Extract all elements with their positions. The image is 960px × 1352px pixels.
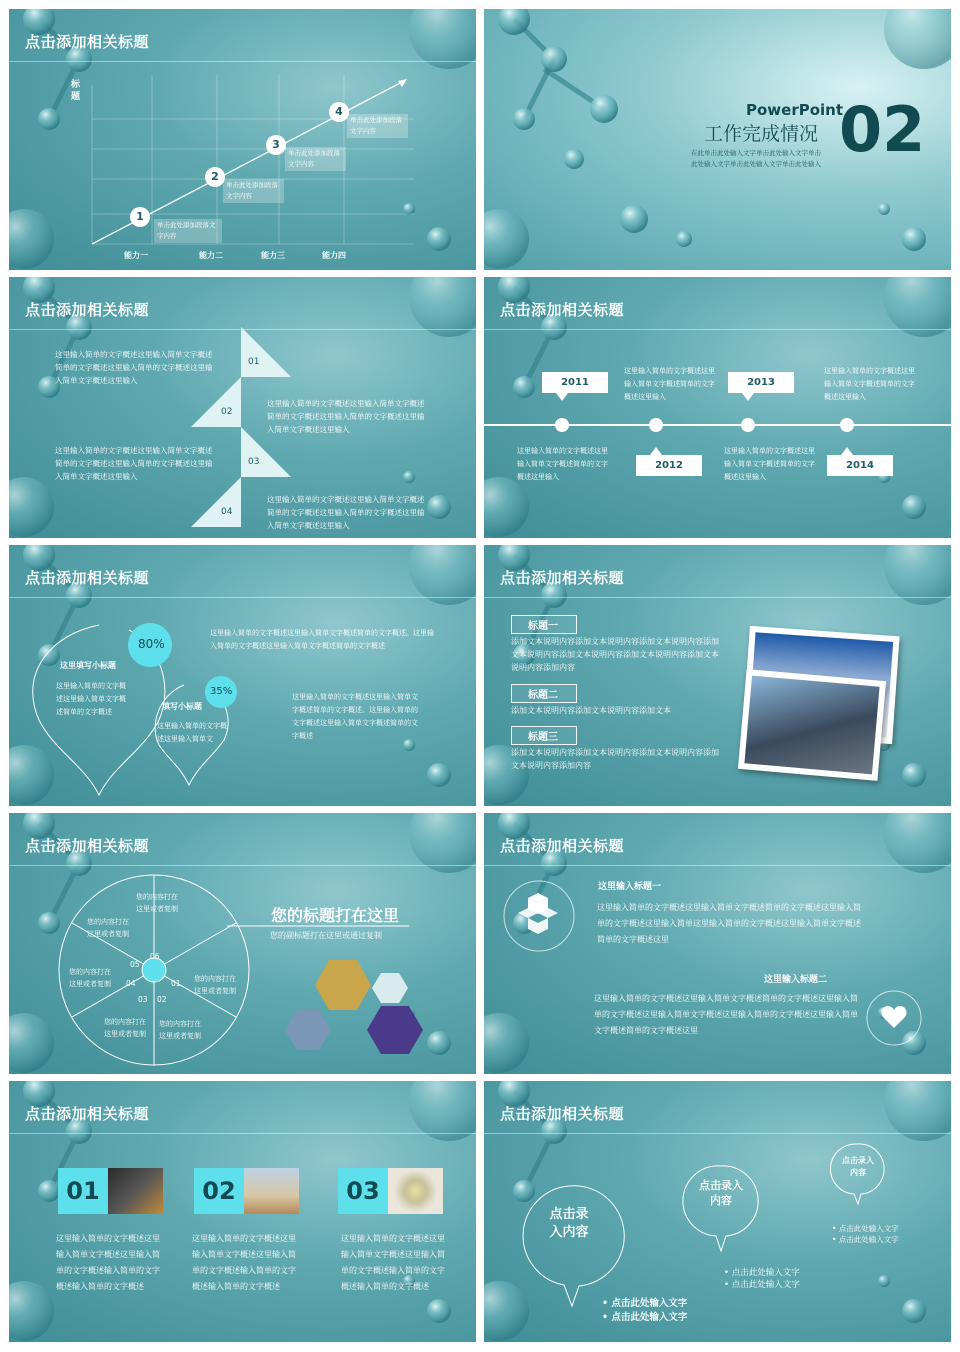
bubble-text: 点击录入内容 — [549, 1207, 589, 1240]
percent-label: 80% — [138, 637, 165, 651]
y-axis-label: 标题 — [71, 80, 81, 102]
slide-title: 点击添加相关标题 — [500, 301, 625, 319]
bullet-item: • 点击此处输入文字 — [832, 1224, 899, 1233]
bullet-item: • 点击此处输入文字 — [724, 1268, 800, 1278]
timeline-text: 这里输入简单的文字概述这里输入简单文字概述简单的文字概述这里输入 — [824, 367, 915, 401]
item-text: 这里输入简单的文字概述这里输入简单文字概述简单的文字概述这里输入简单的文字概述这里输入简单文字概述这里输入简单的文字概述这里输入简单文字概述简单的文字概述这里 — [594, 994, 858, 1035]
segment-number: 04 — [126, 979, 136, 988]
step-number: 04 — [221, 507, 233, 517]
slide-title: 点击添加相关标题 — [500, 837, 625, 855]
slide-1[interactable] — [9, 9, 476, 270]
slide-title: 点击添加相关标题 — [25, 1105, 150, 1123]
x-axis-label: 能力一 — [124, 251, 148, 260]
title-rule — [484, 597, 951, 598]
sub-heading: 您的副标题打在这里或通过复制 — [270, 931, 382, 940]
segment-text: 您的内容打在这里或者复制 — [87, 918, 129, 938]
slide-6[interactable] — [484, 545, 951, 806]
step-text: 这里输入简单的文字概述这里输入简单文字概述简单的文字概述这里输入简单的文字概述这里输入简单文字概述这里输入 — [55, 446, 213, 481]
heading-tag: 标题一 — [511, 615, 577, 634]
step-text: 单击此处添加段落文字内容 — [154, 219, 222, 243]
number-box: 02 — [194, 1168, 244, 1214]
number-box: 01 — [58, 1168, 108, 1214]
slide-title: 点击添加相关标题 — [25, 837, 150, 855]
drop-text: 这里输入简单的文字概述这里输入简单文字概述简单的文字概述 — [56, 682, 126, 716]
step-number: 4 — [329, 102, 349, 122]
section-desc: 在此单击此处输入文字单击此处输入文字单击 — [691, 149, 821, 157]
segment-number: 06 — [150, 952, 160, 961]
item-text: 这里输入简单的文字概述这里输入简单文字概述简单的文字概述这里输入简单的文字概述这里输入简单这里输入简单的文字概述这里输入简单文字概述简单的文字概述这里 — [597, 903, 861, 944]
bubble-text: 点击录入内容 — [842, 1156, 874, 1177]
segment-text: 您的内容打在这里或者复制 — [194, 975, 236, 995]
body-text: 添加文本说明内容添加文本说明内容添加文本说明内容添加文本说明内容添加文本说明内容添加文本说明内容添加文本说明内容添加内容 — [511, 637, 719, 672]
main-heading: 您的标题打在这里 — [271, 906, 400, 925]
segment-text: 您的内容打在这里或者复制 — [159, 1020, 201, 1040]
slide-title: 点击添加相关标题 — [25, 301, 150, 319]
heading-tag: 标题三 — [511, 726, 577, 745]
drop-shapes — [9, 545, 476, 806]
slide-3[interactable] — [9, 277, 476, 538]
brand-label: PowerPoint — [746, 101, 844, 119]
drop-text: 这里输入简单的文字概述这里输入简单文 — [157, 722, 227, 743]
section-title: 工作完成情况 — [704, 123, 819, 145]
step-number: 02 — [221, 407, 233, 417]
body-text: 这里输入简单的文字概述这里输入简单文字概述简单的文字概述。这里输入简单的文字概述这里输入简单文字概述简单的文字概述 — [210, 629, 434, 650]
heading-tag: 标题二 — [511, 684, 577, 703]
bullet-item: • 点击此处输入文字 — [602, 1312, 688, 1323]
slide-7[interactable] — [9, 813, 476, 1074]
bullet-item: • 点击此处输入文字 — [832, 1235, 899, 1244]
segment-number: 03 — [138, 995, 148, 1004]
photo-thumb — [388, 1168, 443, 1214]
step-number: 3 — [266, 135, 286, 155]
sub-heading: 这里填写小标题 — [60, 661, 116, 670]
x-axis-label: 能力四 — [322, 251, 346, 260]
timeline-text: 这里输入简单的文字概述这里输入简单文字概述简单的文字概述这里输入 — [724, 447, 815, 481]
year-box: 2012 — [636, 455, 702, 476]
step-text: 单击此处添加段落文字内容 — [347, 114, 408, 138]
x-axis-label: 能力三 — [261, 251, 285, 260]
step-text: 这里输入简单的文字概述这里输入简单文字概述简单的文字概述这里输入简单的文字概述这里输入简单文字概述这里输入 — [267, 399, 425, 434]
step-number: 03 — [248, 457, 260, 467]
segment-number: 01 — [171, 979, 181, 988]
timeline — [484, 277, 951, 538]
heart-icon — [881, 1006, 906, 1028]
sub-heading: 填写小标题 — [162, 702, 202, 711]
timeline-text: 这里输入简单的文字概述这里输入简单文字概述简单的文字概述这里输入 — [624, 367, 715, 401]
item-title: 这里输入标题二 — [764, 975, 828, 985]
slide-4[interactable] — [484, 277, 951, 538]
segment-text: 您的内容打在这里或者复制 — [104, 1018, 146, 1038]
photo-thumb — [244, 1168, 299, 1214]
step-number: 2 — [205, 167, 225, 187]
bubble-text: 点击录入内容 — [699, 1179, 743, 1207]
step-number: 01 — [248, 357, 260, 367]
step-text: 单击此处添加段落文字内容 — [223, 179, 284, 203]
hexagon-photos — [271, 958, 431, 1058]
slide-5[interactable] — [9, 545, 476, 806]
slide-8[interactable] — [484, 813, 951, 1074]
item-title: 这里输入标题一 — [598, 882, 662, 892]
slide-title: 点击添加相关标题 — [500, 569, 625, 587]
column-text: 这里输入简单的文字概述这里输入简单文字概述这里输入简单的文字概述输入简单的文字概述输入简单的文字概述 — [192, 1234, 296, 1291]
body-text: 添加文本说明内容添加文本说明内容添加文本 — [511, 706, 671, 715]
segment-text: 您的内容打在这里或者复制 — [69, 968, 111, 988]
year-box: 2011 — [542, 372, 608, 393]
body-text: 这里输入简单的文字概述这里输入简单文字概述简单的文字概述。这里输入简单的文字概述这里输入简单文字概述简单的文字概述 — [292, 693, 418, 740]
number-box: 03 — [338, 1168, 388, 1214]
step-text: 单击此处添加段落文字内容 — [285, 147, 346, 171]
title-rule — [9, 1133, 476, 1134]
step-number: 1 — [130, 207, 150, 227]
bullet-item: • 点击此处输入文字 — [602, 1298, 688, 1309]
slide-2[interactable] — [484, 9, 951, 270]
slide-10[interactable] — [484, 1081, 951, 1342]
x-axis-label: 能力二 — [199, 251, 223, 260]
segment-number: 02 — [157, 995, 167, 1004]
step-text: 这里输入简单的文字概述这里输入简单文字概述简单的文字概述这里输入简单的文字概述这里输入简单文字概述这里输入 — [55, 350, 213, 385]
segment-number: 05 — [130, 960, 140, 969]
section-desc: 此处输入文字单击此处输入文字单击此处输入 — [691, 160, 821, 168]
slide-9[interactable] — [9, 1081, 476, 1342]
cubes-icon — [518, 893, 558, 934]
column-text: 这里输入简单的文字概述这里输入简单文字概述这里输入简单的文字概述输入简单的文字概述输入简单的文字概述 — [341, 1234, 445, 1291]
timeline-text: 这里输入简单的文字概述这里输入简单文字概述简单的文字概述这里输入 — [517, 447, 608, 481]
year-box: 2013 — [728, 372, 794, 393]
bullet-item: • 点击此处输入文字 — [724, 1280, 800, 1290]
body-text: 添加文本说明内容添加文本说明内容添加文本说明内容添加文本说明内容添加内容 — [511, 748, 719, 770]
step-chart — [9, 9, 476, 270]
section-number: 02 — [839, 93, 926, 166]
percent-label: 35% — [210, 686, 233, 697]
slide-title: 点击添加相关标题 — [25, 569, 150, 587]
photo-frame — [738, 669, 886, 781]
step-text: 这里输入简单的文字概述这里输入简单文字概述简单的文字概述这里输入简单的文字概述这里输入简单文字概述这里输入 — [267, 495, 425, 530]
year-box: 2014 — [827, 455, 893, 476]
slide-title: 点击添加相关标题 — [500, 1105, 625, 1123]
column-text: 这里输入简单的文字概述这里输入简单文字概述这里输入简单的文字概述输入简单的文字概述输入简单的文字概述 — [56, 1234, 160, 1291]
photo-thumb — [108, 1168, 163, 1214]
segment-text: 您的内容打在这里或者复制 — [136, 893, 178, 913]
slide-title: 点击添加相关标题 — [25, 33, 150, 51]
